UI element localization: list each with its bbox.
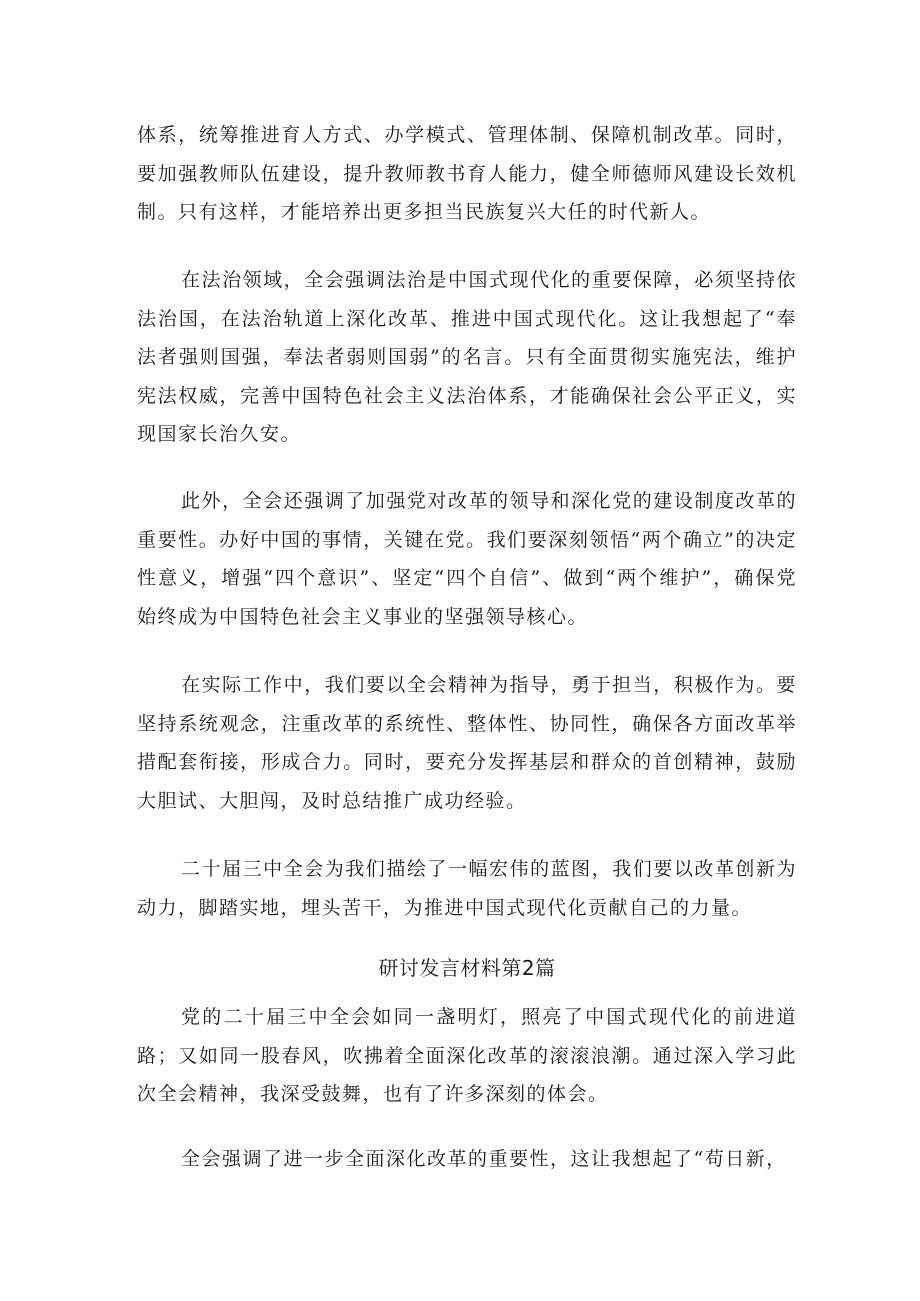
paragraph-rule-of-law: 在法治领域，全会强调法治是中国式现代化的重要保障，必须坚持依法治国，在法治轨道上深化改革、推进中国式现代化。这让我想起了“奉法者强则国强，奉法者弱则国弱”的名言。只有全面贯彻实施宪法，维护宪法权威，完善中国特色社会主义法治体系，才能确保社会公平正义，实现国家长治久安。 [137, 269, 797, 445]
paragraph-section2-intro: 党的二十届三中全会如同一盏明灯，照亮了中国式现代化的前进道路；又如同一股春风，吹拂着全面深化改革的滚滚浪潮。通过深入学习此次全会精神，我深受鼓舞，也有了许多深刻的体会。 [137, 1006, 797, 1105]
paragraph-section2-reform: 全会强调了进一步全面深化改革的重要性，这让我想起了“苟日新， [181, 1148, 787, 1170]
section-heading: 研讨发言材料第2篇 [378, 956, 556, 980]
paragraph-practical-work: 在实际工作中，我们要以全会精神为指导，勇于担当，积极作为。要坚持系统观念，注重改革的系统性、整体性、协同性，确保各方面改革举措配套衔接，形成合力。同时，要充分发挥基层和群众的首创精神，鼓励大胆试、大胆闯，及时总结推广成功经验。 [137, 674, 797, 812]
paragraph-education-reform: 体系，统筹推进育人方式、办学模式、管理体制、保障机制改革。同时，要加强教师队伍建设，提升教师教书育人能力，健全师德师风建设长效机制。只有这样，才能培养出更多担当民族复兴大任的时代新人。 [137, 124, 797, 223]
paragraph-party-leadership: 此外，全会还强调了加强党对改革的领导和深化党的建设制度改革的重要性。办好中国的事情，关键在党。我们要深刻领悟“两个确立”的决定性意义，增强“四个意识”、坚定“四个自信”、做到“两个维护”，确保党始终成为中国特色社会主义事业的坚强领导核心。 [137, 490, 797, 628]
paragraph-conclusion: 二十届三中全会为我们描绘了一幅宏伟的蓝图，我们要以改革创新为动力，脚踏实地，埋头苦干，为推进中国式现代化贡献自己的力量。 [137, 858, 797, 919]
